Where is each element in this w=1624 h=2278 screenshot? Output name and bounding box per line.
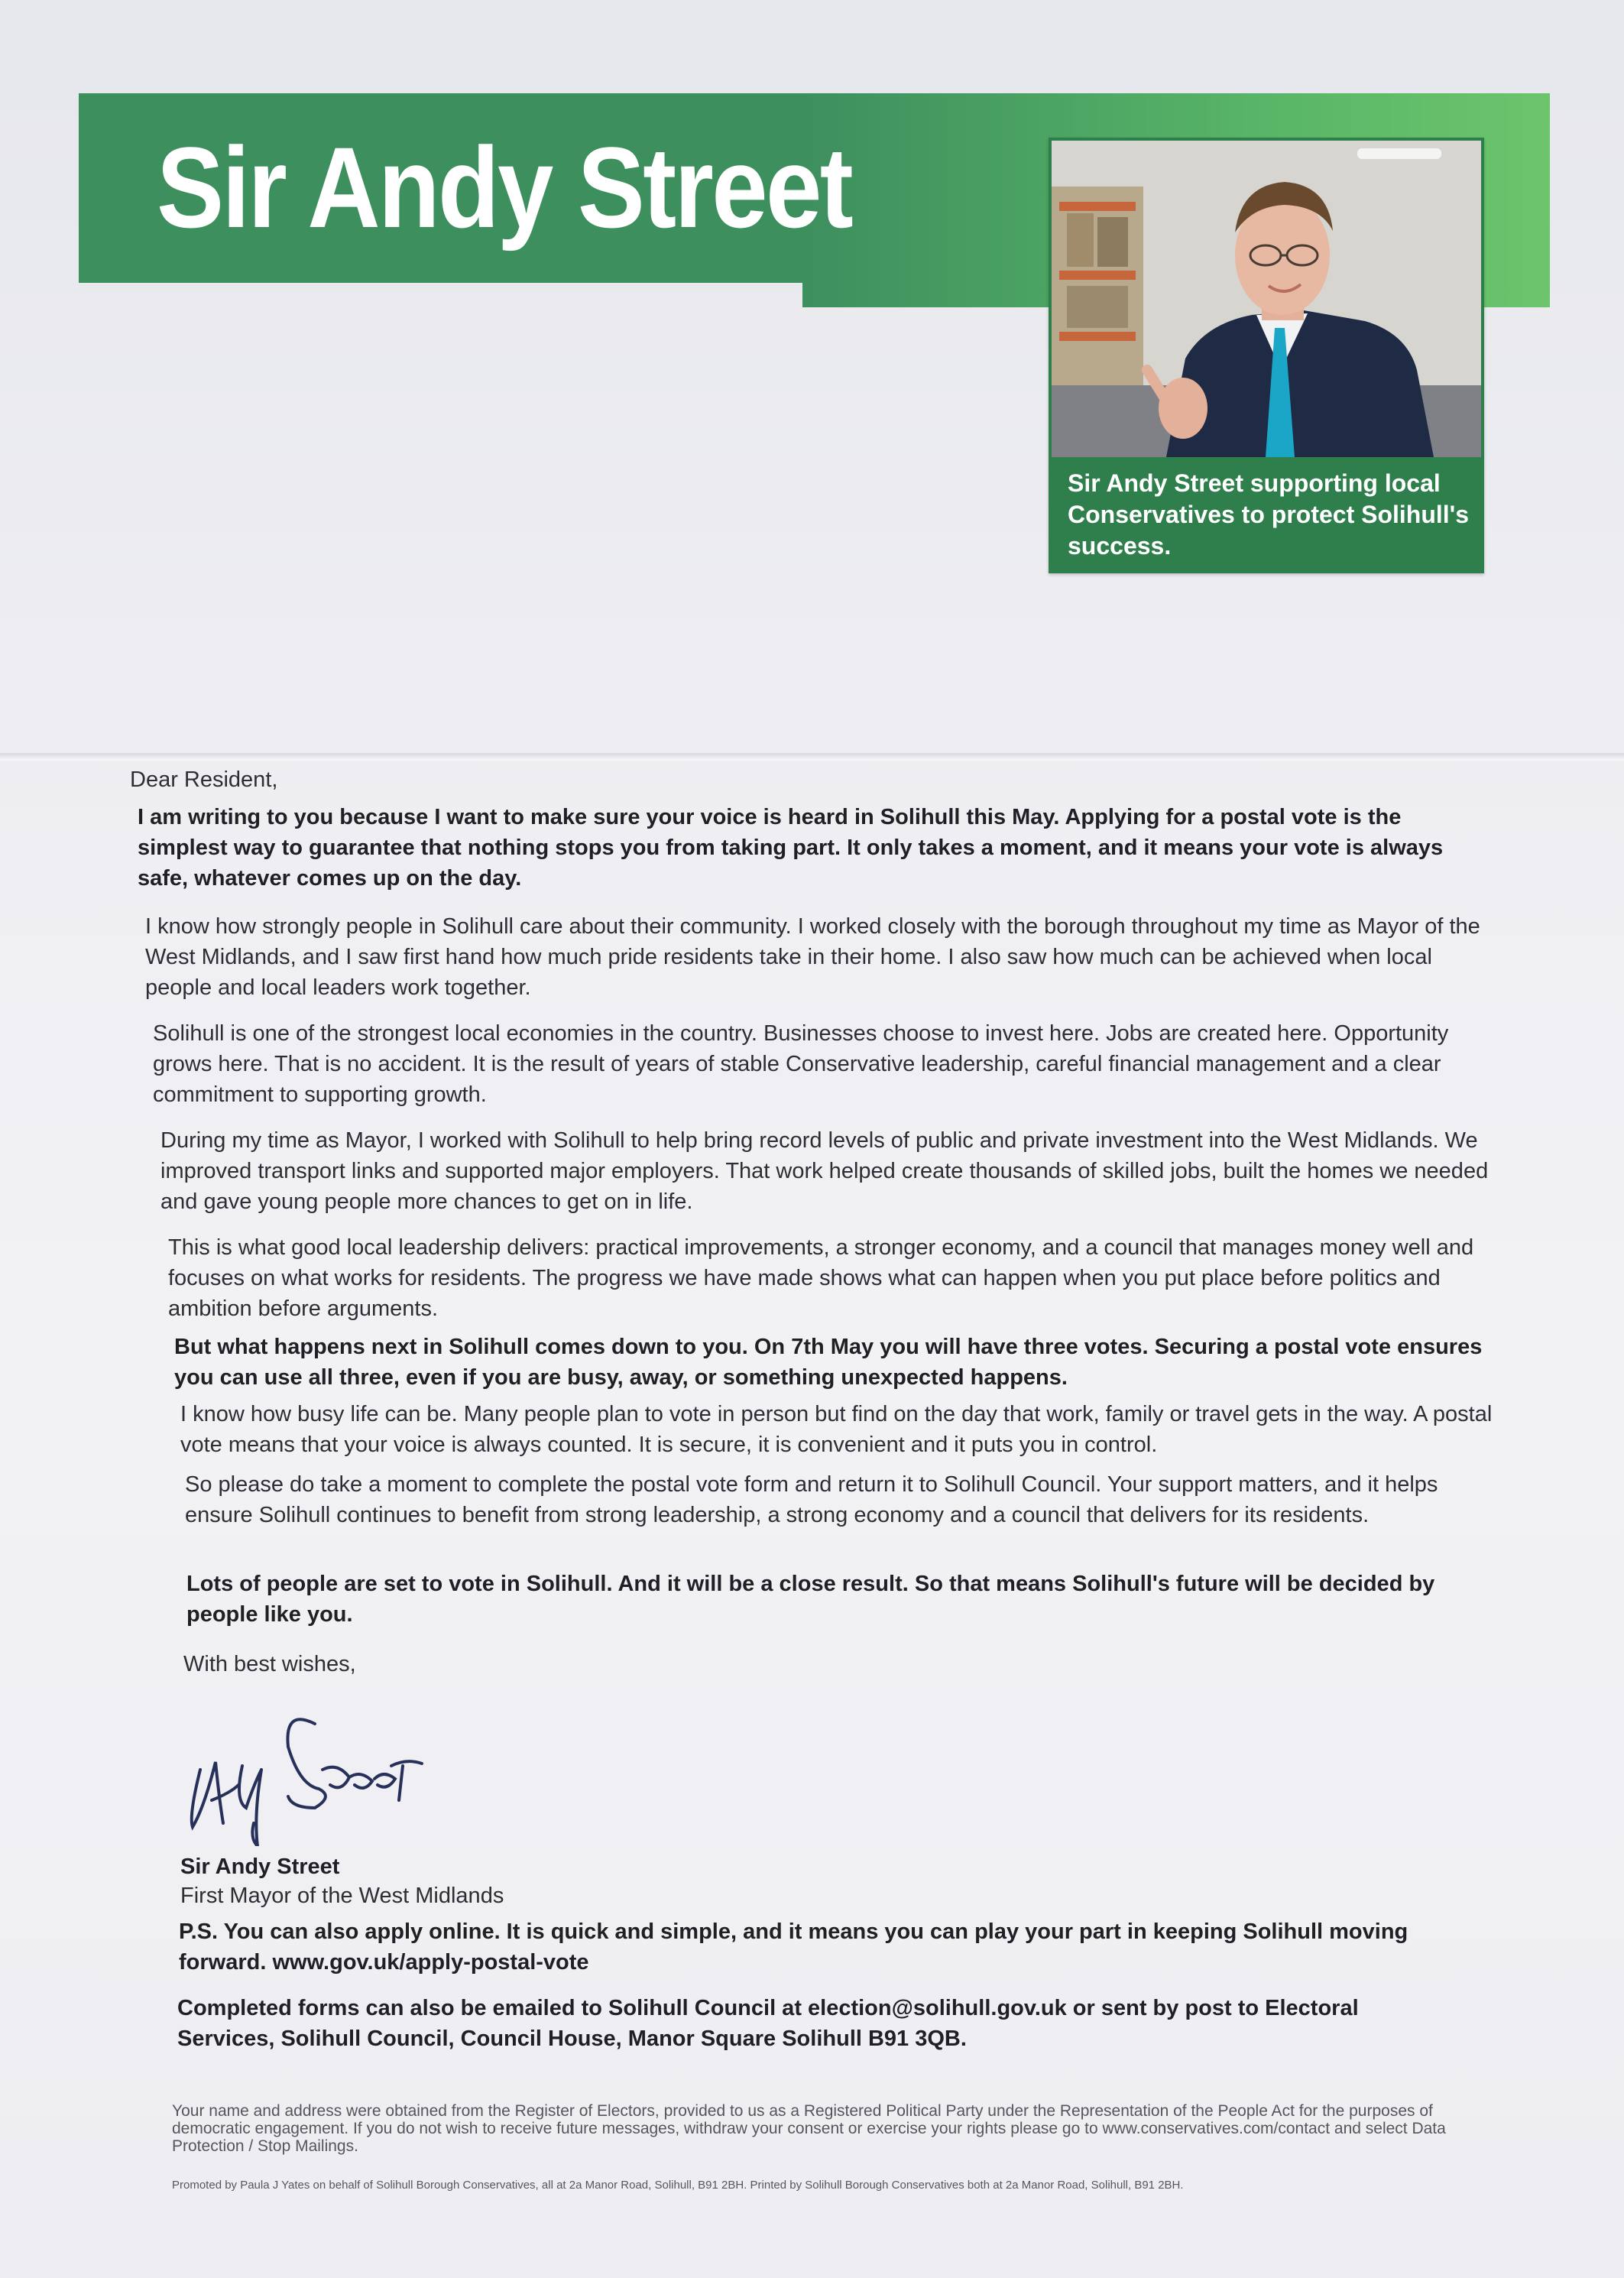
letter-paragraph-6: But what happens next in Solihull comes down to you. On 7th May you will have three votes. Securing a postal vote ensures you can use all three, even if you are busy, away, or something unexpected happens. — [174, 1335, 1483, 1390]
letter-paragraph-3: Solihull is one of the strongest local economies in the country. Businesses choose to invest here. Jobs are created here. Opportunity grows here. That is no accident. It is the result of years of stable Conservative leadership, careful financial management and a clear commitment to supporting growth. — [153, 1021, 1449, 1107]
letter-paragraph-1: I am writing to you because I want to make sure your voice is heard in Solihull this May. Applying for a postal vote is the simplest way to guarantee that nothing stops you from taking part. It only takes a moment, and it means your vote is always safe, whatever comes up on the day. — [138, 805, 1444, 891]
privacy-notice: Your name and address were obtained from the Register of Electors, provided to us as a Registered Political Party under the Representation of the People Act for the purposes of democratic engagement. If you do not wish to receive future messages, withdraw your consent or exercise your rights please go to www.conservatives.com/contact and select Data Protection / Stop Mailings. — [172, 2102, 1446, 2155]
letter-paragraph-8: So please do take a moment to complete the postal vote form and return it to Solihull Council. Your support matters, and it helps ensure Solihull continues to benefit from strong leadership, a strong economy and a council that delivers for its residents. — [185, 1472, 1438, 1527]
letter-paragraph-4: During my time as Mayor, I worked with Solihull to help bring record levels of public and private investment into the West Midlands. We improved transport links and supported major employers. That work helped create thousands of skilled jobs, built the homes we needed and gave young people more chances to get on in life. — [160, 1128, 1489, 1214]
signer-title: First Mayor of the West Midlands — [180, 1884, 504, 1908]
signer-name: Sir Andy Street — [180, 1855, 340, 1879]
candidate-photo — [1052, 141, 1481, 457]
letter-paragraph-5: This is what good local leadership delivers: practical improvements, a stronger economy, and a council that manages money well and focuses on what works for residents. The progress we have made shows what can happen when you put place before politics and ambition before arguments. — [168, 1235, 1474, 1321]
header-title: Sir Andy Street — [157, 123, 852, 251]
paper-fold — [0, 753, 1624, 761]
letter-paragraph-9: Lots of people are set to vote in Solihull. And it will be a close result. So that means Solihull's future will be decided by people like you. — [186, 1572, 1435, 1627]
candidate-portrait-illustration — [1052, 141, 1481, 457]
imprint-notice: Promoted by Paula J Yates on behalf of Solihull Borough Conservatives, all at 2a Manor Road, Solihull, B91 2BH. Printed by Solihull Borough Conservatives both at 2a Manor Road, Solihull, B91 2BH. — [172, 2179, 1184, 2192]
photo-caption: Sir Andy Street supporting local Conservatives to protect Solihull's success. — [1068, 469, 1470, 560]
letter-postscript: P.S. You can also apply online. It is quick and simple, and it means you can play your part in keeping Solihull moving forward. www.gov.uk/apply-postal-vote — [179, 1919, 1408, 1975]
letter-paragraph-2: I know how strongly people in Solihull care about their community. I worked closely with the borough throughout my time as Mayor of the West Midlands, and I saw first hand how much pride residents take in their home. I also saw how much can be achieved when local people and local leaders work together. — [145, 914, 1480, 1000]
letter-paragraph-7: I know how busy life can be. Many people plan to vote in person but find on the day that work, family or travel gets in the way. A postal vote means that your voice is always counted. It is secure, it is convenient and it puts you in control. — [180, 1402, 1493, 1457]
letter-signoff: With best wishes, — [183, 1652, 356, 1676]
letter-salutation: Dear Resident, — [130, 767, 278, 792]
photo-card — [1049, 138, 1484, 573]
letter-forms-info: Completed forms can also be emailed to Solihull Council at election@solihull.gov.uk or sent by post to Electoral Services, Solihull Council, Council House, Manor Square Solihull B91 3QB. — [177, 1996, 1359, 2051]
handwritten-signature — [177, 1693, 498, 1846]
